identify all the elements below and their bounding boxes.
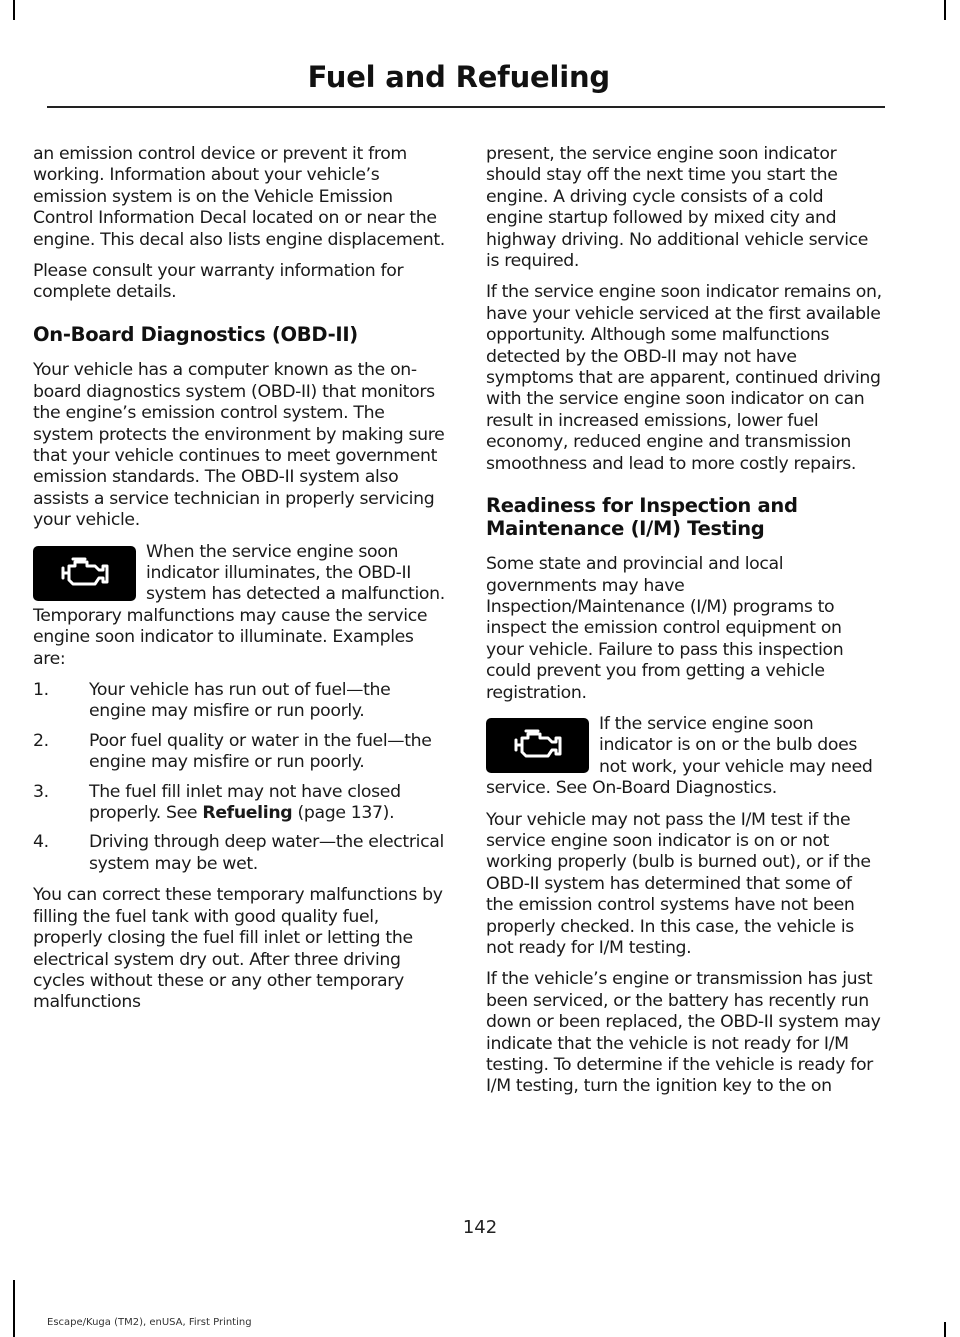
left-paragraph-1: an emission control device or prevent it from working. Information about your vehicle’s emission system is on the Vehicle Emission Control Information Decal located on or near the engine. This decal also lists engine displacement.	[33, 144, 445, 250]
right-paragraph-3: Some state and provincial and local governments may have Inspection/Maintenance (I/M) programs to inspect the emission control equipment on your vehicle. Failure to pass this inspection could prevent you from getting a vehicle registration.	[486, 554, 844, 703]
list-item: 2. Poor fuel quality or water in the fuel—the engine may misfire or run poorly.	[33, 730, 432, 773]
crop-mark-top-right	[944, 0, 946, 20]
left-column	[33, 144, 447, 1024]
list-item: 1. Your vehicle has run out of fuel—the engine may misfire or run poorly.	[33, 680, 391, 722]
page-number: 142	[462, 1217, 498, 1238]
section-heading-obd: On-Board Diagnostics (OBD-II)	[33, 322, 358, 346]
engine-warning-icon	[33, 546, 136, 601]
right-paragraph-2: If the service engine soon indicator remains on, have your vehicle serviced at the first available opportunity. Although some malfunctions detected by the OBD-II may not have symptoms that are apparent, continued driving with the service engine soon indicator on can result in increased emissions, lower fuel economy, reduced engine and transmission smoothness and lead to more costly repairs.	[486, 282, 882, 474]
right-column	[486, 144, 882, 1108]
right-paragraph-5: Your vehicle may not pass the I/M test if the service engine soon indicator is on or not working properly (bulb is burned out), or if the OBD-II system has determined that some of the emission control systems have not been properly checked. In this case, the vehicle is not ready for I/M testing.	[486, 809, 871, 958]
section-heading-im-testing: Readiness for Inspection and Maintenance (I/M) Testing	[486, 494, 798, 540]
crop-mark-top-left	[13, 0, 15, 20]
right-paragraph-1: present, the service engine soon indicator should stay off the next time you start the engine. A driving cycle consists of a cold engine startup followed by mixed city and highway driving. No additional vehicle service is required.	[486, 144, 869, 272]
list-item: 4. Driving through deep water—the electrical system may be wet.	[33, 832, 444, 874]
left-paragraph-3: Your vehicle has a computer known as the on-board diagnostics system (OBD-II) that monitors the engine’s emission control system. The system protects the environment by making sure that your vehicle continues to meet government emission standards. The OBD-II system also assists a service technician in properly servicing your vehicle.	[33, 360, 445, 531]
crop-mark-bottom-right	[944, 1322, 946, 1337]
engine-warning-icon	[486, 718, 589, 773]
left-paragraph-2: Please consult your warranty information for complete details.	[33, 261, 404, 303]
examples-list	[33, 680, 447, 875]
left-paragraph-5: You can correct these temporary malfunctions by filling the fuel tank with good quality fuel, properly closing the fuel fill inlet or letting the electrical system dry out. After three driving cycles without these or any other temporary malfunctions	[33, 885, 443, 1013]
edition-footer: Escape/Kuga (TM2), enUSA, First Printing	[47, 1317, 252, 1328]
icon-paragraph-2	[486, 714, 882, 800]
list-item: 3. The fuel fill inlet may not have closed properly. See Refueling (page 137).	[33, 781, 401, 824]
right-paragraph-6: If the vehicle’s engine or transmission has just been serviced, or the battery has recently run down or been replaced, the OBD-II system may indicate that the vehicle is not ready for I/M testing. To determine if the vehicle is ready for I/M testing, turn the ignition key to the on	[486, 969, 881, 1097]
header-rule	[47, 106, 885, 108]
page-header-title: Fuel and Refueling	[307, 60, 610, 94]
icon-paragraph-1	[33, 542, 447, 670]
crop-mark-bottom-left	[13, 1280, 15, 1337]
refueling-cross-reference-link[interactable]: Refueling	[202, 803, 293, 824]
left-paragraph-4: When the service engine soon indicator illuminates, the OBD-II system has detected a malfunction. Temporary malfunctions may cause the service engine soon indicator to illuminate. Examples are:	[33, 541, 445, 669]
right-paragraph-4: If the service engine soon indicator is on or the bulb does not work, your vehicle may need service. See On-Board Diagnostics.	[486, 713, 873, 799]
